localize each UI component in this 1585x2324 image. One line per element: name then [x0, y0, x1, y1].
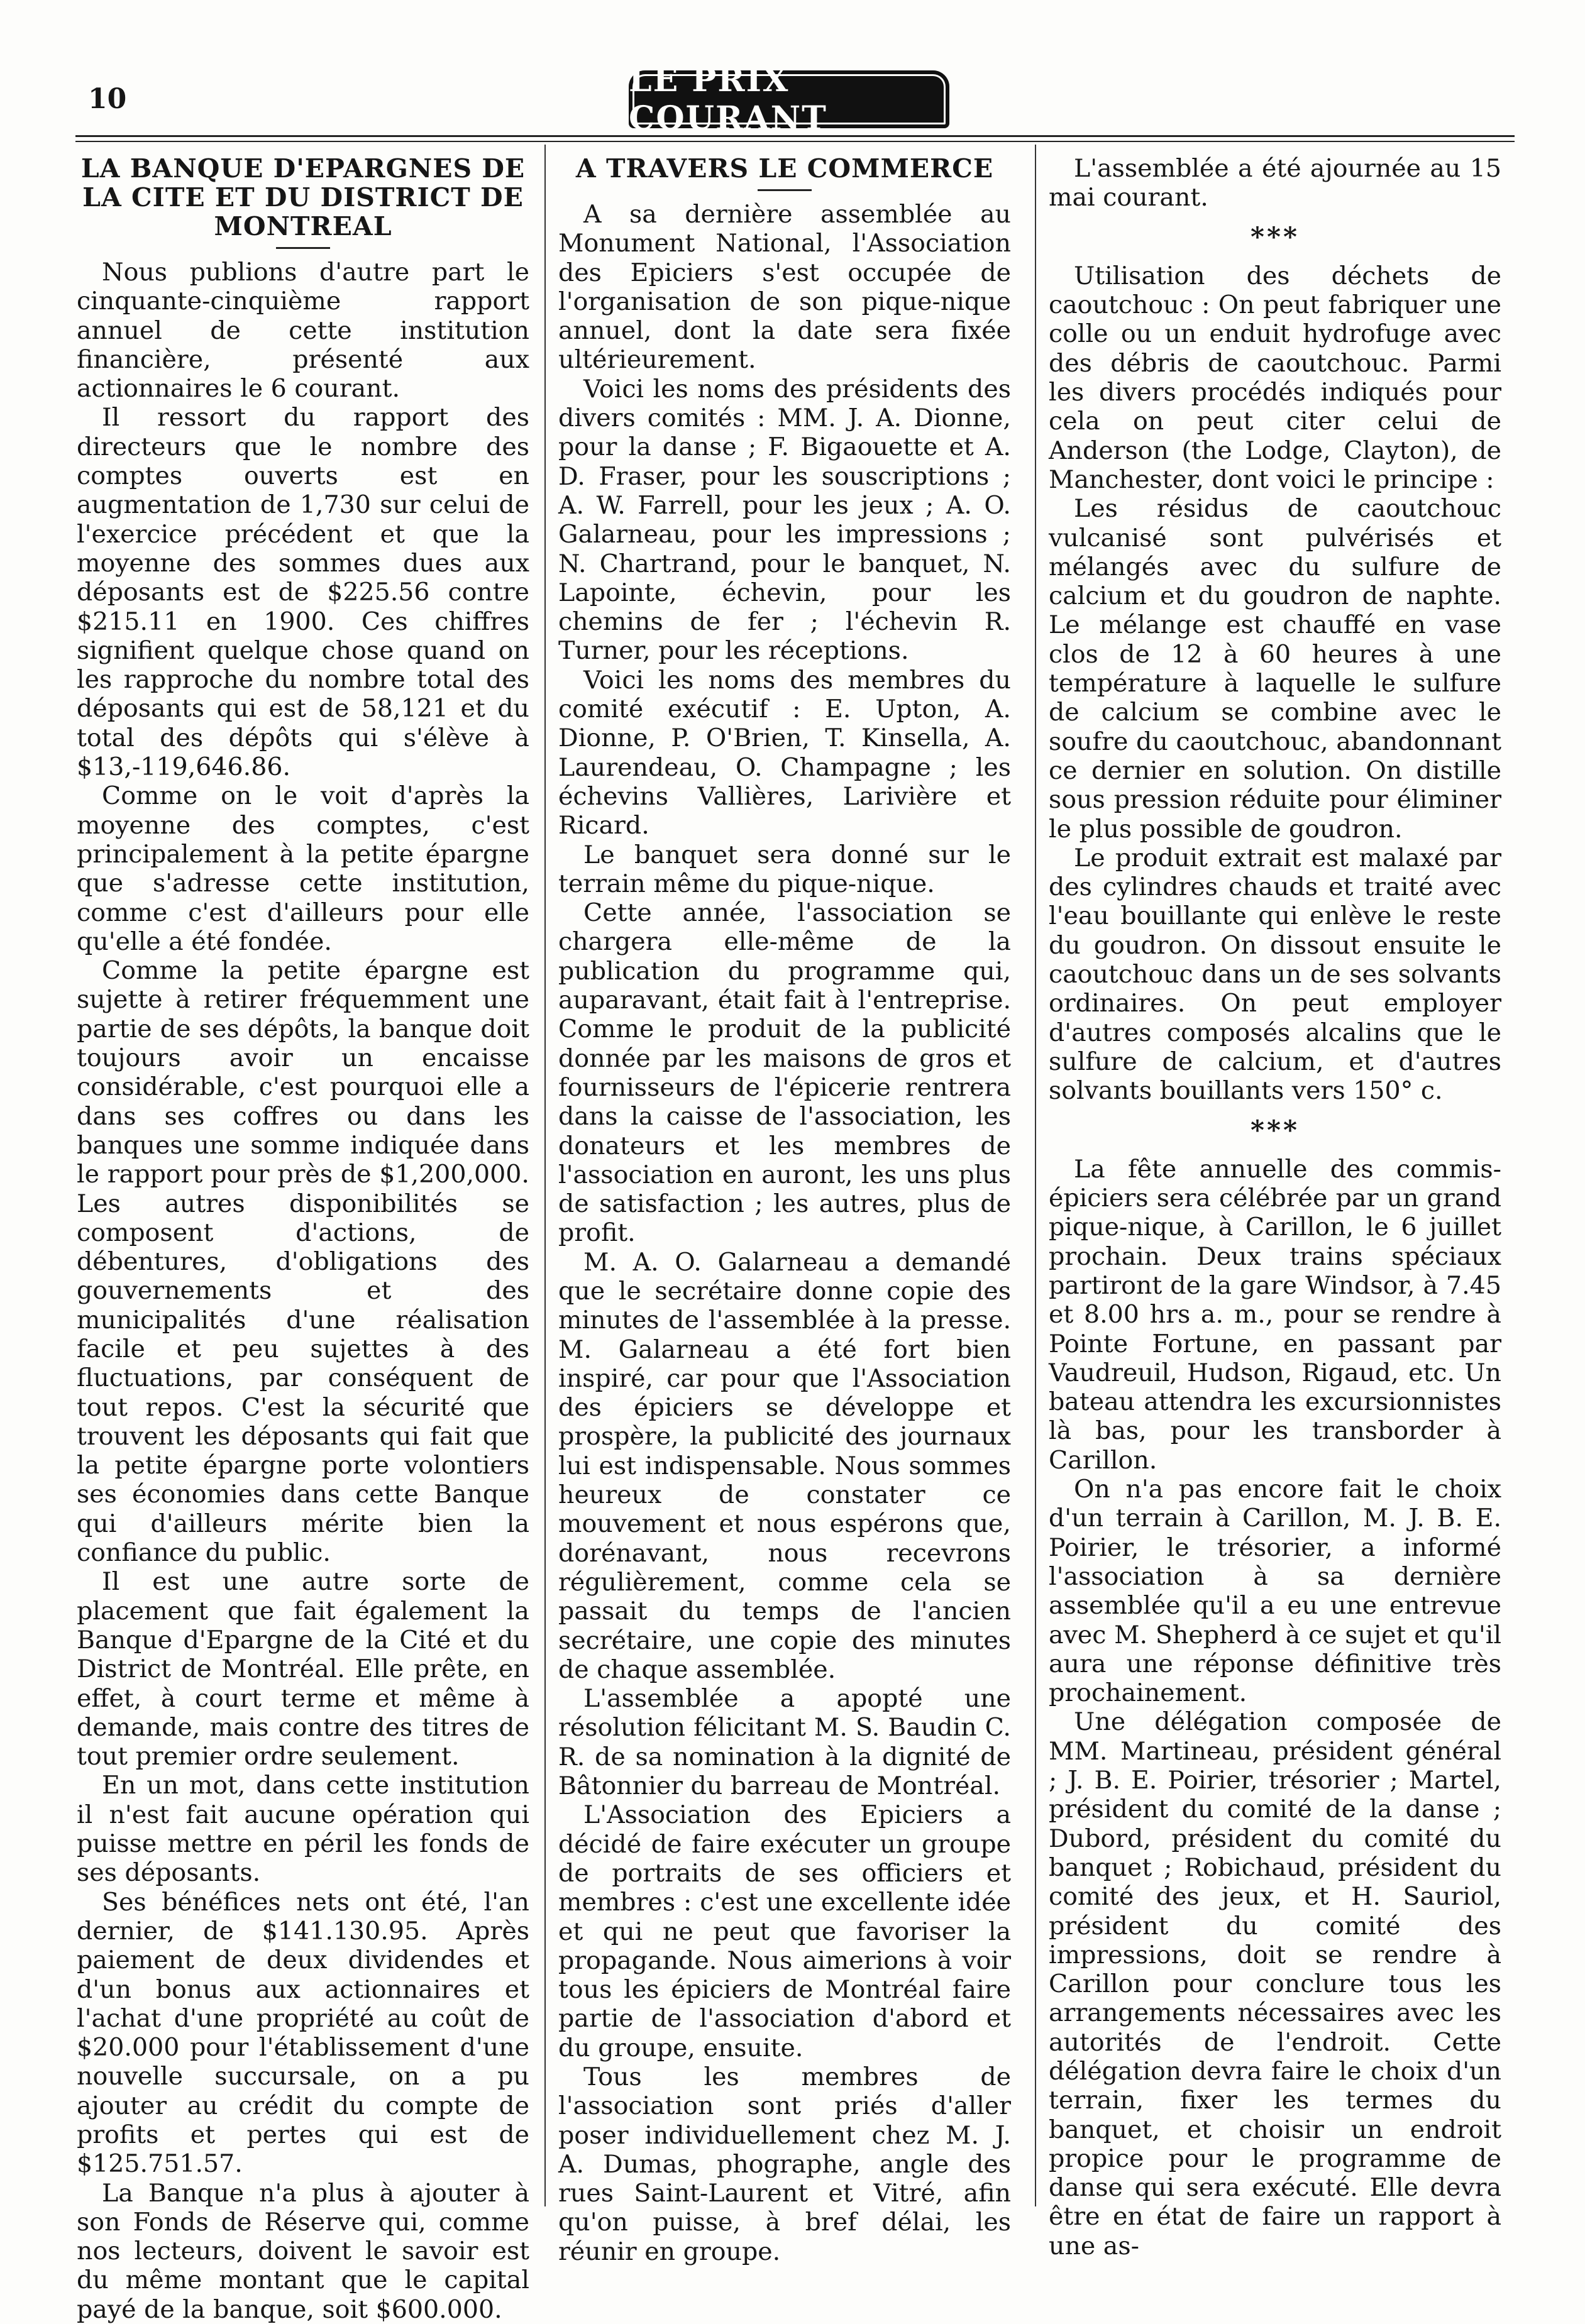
asterism-separator: ***	[1251, 221, 1300, 252]
title-rule	[758, 189, 812, 191]
article-paragraph: Il est une autre sorte de placement que fait également la Banque d'Epargne de la Cité et du District de Montréal. Elle prête, en effet, à court terme et même à demande, mais contre des titres de tout premier ordre seulement.	[77, 1567, 529, 1771]
article-paragraph: M. A. O. Galarneau a demandé que le secrétaire donne copie des minutes de l'assemblée à la presse. M. Galarneau a été fort bien inspiré, car pour que l'Association des épiciers se développe et prospère, la publicité des journaux lui est indispensable. Nous sommes heureux de constater ce mouvement et nous espérons que, dorénavant, nous recevrons régulièrement, comme cela se passait du temps de l'ancien secrétaire, une copie des minutes de chaque assemblée.	[558, 1247, 1011, 1684]
header-rule	[75, 135, 1515, 142]
article-paragraph: Ses bénéfices nets ont été, l'an dernier, de $141.130.95. Après paiement de deux dividendes et d'un bonus aux actionnaires et l'achat d'une propriété au coût de $20.000 pour l'établissement d'une nouvelle succursale, on a pu ajouter au crédit du compte de profits et pertes qui est de $125.751.57.	[77, 1887, 529, 2179]
page-number: 10	[88, 83, 127, 115]
column-right	[1049, 154, 1501, 2261]
article-paragraph: Le banquet sera donné sur le terrain même du pique-nique.	[558, 840, 1011, 898]
article-title-banque: LA BANQUE D'EPARGNES DE LA CITE ET DU DISTRICT DE MONTREAL	[80, 153, 526, 241]
article-title-commerce: A TRAVERS LE COMMERCE	[575, 153, 994, 184]
article-paragraph: Il ressort du rapport des directeurs que le nombre des comptes ouverts est en augmentation de 1,730 sur celui de l'exercice précédent et que la moyenne des sommes dues aux déposants est de $225.56 contre $215.11 en 1900. Ces chiffres signifient quelque chose quand on les rapproche du nombre total des déposants qui est de 58,121 et du total des dépôts qui s'élève à $13,-119,646.86.	[77, 403, 529, 782]
article-paragraph: Le produit extrait est malaxé par des cylindres chauds et traité avec l'eau bouillante qui enlève le reste du goudron. On dissout ensuite le caoutchouc dans un de ses solvants ordinaires. On peut employer d'autres composés alcalins que le sulfure de calcium, et d'autres solvants bouillants vers 150° c.	[1049, 843, 1501, 1106]
article-paragraph: Voici les noms des membres du comité exécutif : E. Upton, A. Dionne, P. O'Brien, T. Kinsella, A. Laurendeau, O. Champagne ; les échevins Vallières, Larivière et Ricard.	[558, 665, 1011, 840]
article-paragraph: Comme on le voit d'après la moyenne des comptes, c'est principalement à la petite épargne que s'adresse cette institution, comme c'est d'ailleurs pour elle qu'elle a été fondée.	[77, 781, 529, 956]
article-paragraph: Voici les noms des présidents des divers comités : MM. J. A. Dionne, pour la danse ; F. Bigaouette et A. D. Fraser, pour les souscriptions ; A. W. Farrell, pour les jeux ; A. O. Galarneau, pour les impressions ; N. Chartrand, pour le banquet, N. Lapointe, échevin, pour les chemins de fer ; l'échevin R. Turner, pour les réceptions.	[558, 374, 1011, 666]
column-divider	[544, 145, 546, 2206]
article-paragraph: La Banque n'a plus à ajouter à son Fonds de Réserve qui, comme nos lecteurs, doivent le savoir est du même montant que le capital payé de la banque, soit $600.000.	[77, 2178, 529, 2324]
column-middle	[558, 153, 1011, 2266]
article-paragraph: La fête annuelle des commis-épiciers sera célébrée par un grand pique-nique, à Carillon, le 6 juillet prochain. Deux trains spéciaux partiront de la gare Windsor, à 7.45 et 8.00 hrs a. m., pour se rendre à Pointe Fortune, en passant par Vaudreuil, Hudson, Rigaud, etc. Un bateau attendra les excursionnistes là bas, pour les transborder à Carillon.	[1049, 1154, 1501, 1475]
article-paragraph: On n'a pas encore fait le choix d'un terrain à Carillon, M. J. B. E. Poirier, le trésorier, a informé l'association à sa dernière assemblée qu'il a eu une entrevue avec M. Shepherd à ce sujet et qu'il aura une réponse définitive très prochainement.	[1049, 1475, 1501, 1708]
asterism-separator: ***	[1251, 1114, 1300, 1145]
title-rule	[276, 247, 330, 249]
article-paragraph: Nous publions d'autre part le cinquante-cinquième rapport annuel de cette institution financière, présenté aux actionnaires le 6 courant.	[77, 258, 529, 404]
article-paragraph: Tous les membres de l'association sont priés d'aller poser individuellement chez M. J. A. Dumas, phographe, angle des rues Saint-Laurent et Vitré, afin qu'on puisse, à bref délai, les réunir en groupe.	[558, 2062, 1011, 2266]
article-paragraph: A sa dernière assemblée au Monument National, l'Association des Epiciers s'est occupée de l'organisation de son pique-nique annuel, dont la date sera fixée ultérieurement.	[558, 200, 1011, 375]
article-paragraph: Les résidus de caoutchouc vulcanisé sont pulvérisés et mélangés avec du sulfure de calcium et du goudron de naphte. Le mélange est chauffé en vase clos de 12 à 60 heures à une température à laquelle le sulfure de calcium se combine avec le soufre du caoutchouc, abandonnant ce dernier en solution. On distille sous pression réduite pour éliminer le plus possible de goudron.	[1049, 494, 1501, 844]
article-paragraph: Utilisation des déchets de caoutchouc : On peut fabriquer une colle ou un enduit hydrofuge avec des débris de caoutchouc. Parmi les divers procédés indiqués pour cela on peut citer celui de Anderson (the Lodge, Clayton), de Manchester, dont voici le principe :	[1049, 261, 1501, 494]
article-paragraph: L'Association des Epiciers a décidé de faire exécuter un groupe de portraits de ses officiers et membres : c'est une excellente idée et qui ne peut que favoriser la propagande. Nous aimerions à voir tous les épiciers de Montréal faire partie de l'association d'abord et du groupe, ensuite.	[558, 1800, 1011, 2062]
masthead-logo: LE PRIX COURANT	[629, 70, 949, 128]
article-paragraph: L'assemblée a apopté une résolution félicitant M. S. Baudin C. R. de sa nomination à la dignité de Bâtonnier du barreau de Montréal.	[558, 1684, 1011, 1801]
column-left	[77, 153, 529, 2324]
article-paragraph: Cette année, l'association se chargera elle-même de la publication du programme qui, auparavant, était fait à l'entreprise. Comme le produit de la publicité donnée par les maisons de gros et fournisseurs de l'épicerie rentrera dans la caisse de l'association, les donateurs et les membres de l'association en auront, les uns plus de satisfaction ; les autres, plus de profit.	[558, 898, 1011, 1248]
article-paragraph: L'assemblée a été ajournée au 15 mai courant.	[1049, 154, 1501, 212]
article-paragraph: Une délégation composée de MM. Martineau, président général ; J. B. E. Poirier, trésorier ; Martel, président du comité de la danse ; Dubord, président du comité du banquet ; Robichaud, président du comité des jeux, et H. Sauriol, président du comité des impressions, doit se rendre à Carillon pour conclure tous les arrangements nécessaires avec les autorités de l'endroit. Cette délégation devra faire le choix d'un terrain, fixer les termes du banquet, et choisir un endroit propice pour le programme de danse qui sera exécuté. Elle devra être en état de faire un rapport à une as-	[1049, 1707, 1501, 2261]
article-paragraph: En un mot, dans cette institution il n'est fait aucune opération qui puisse mettre en péril les fonds de ses déposants.	[77, 1771, 529, 1888]
column-divider	[1035, 145, 1036, 2206]
article-paragraph: Comme la petite épargne est sujette à retirer fréquemment une partie de ses dépôts, la banque doit toujours avoir un encaisse considérable, c'est pourquoi elle a dans ses coffres ou dans les banques une somme indiquée dans le rapport pour près de $1,200,000. Les autres disponibilités se composent d'actions, de débentures, d'obligations des gouvernements et des municipalités d'une réalisation facile et peu sujettes à des fluctuations, par conséquent de tout repos. C'est la sécurité que trouvent les déposants qui fait que la petite épargne porte volontiers ses économies dans cette Banque qui d'ailleurs mérite bien la confiance du public.	[77, 956, 529, 1568]
